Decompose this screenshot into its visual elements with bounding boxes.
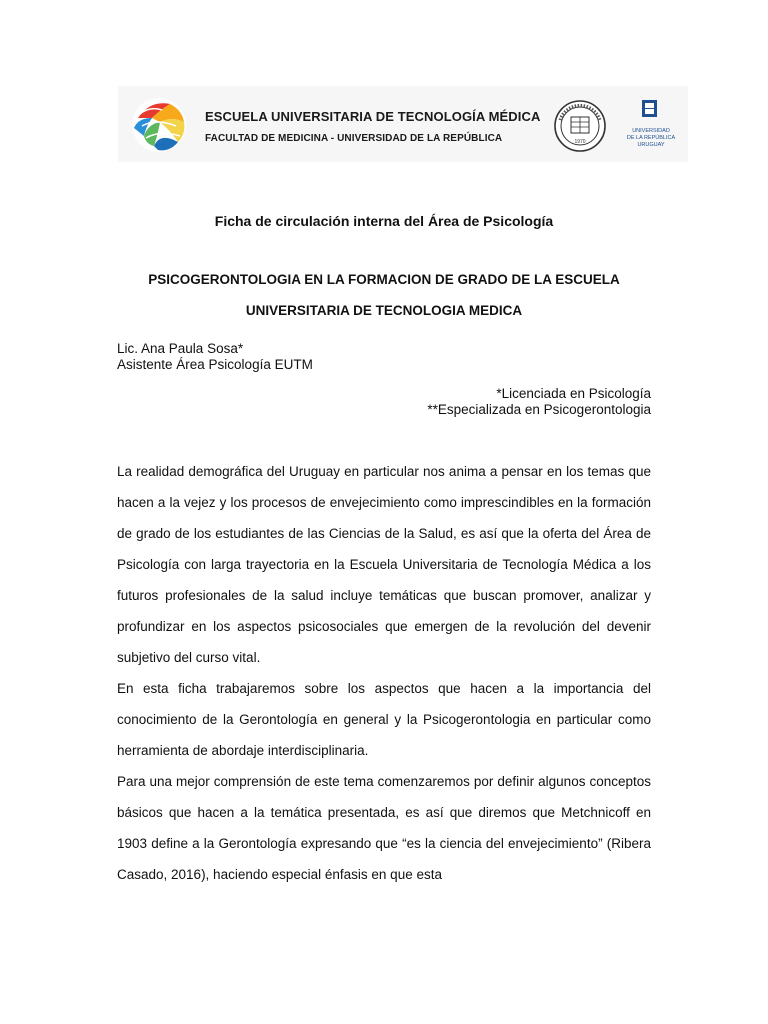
eutm-logo bbox=[130, 96, 188, 154]
paragraph: En esta ficha trabajaremos sobre los aspectos que hacen a la importancia del conocimiento de la Gerontología en general y la Psicogerontologia en particular como herramienta de abordaje interdisciplinaria. bbox=[117, 681, 651, 758]
author-name: Lic. Ana Paula Sosa* bbox=[117, 341, 244, 356]
school-seal-icon bbox=[554, 99, 606, 153]
faculty-name: FACULTAD DE MEDICINA - UNIVERSIDAD DE LA REPÚBLICA bbox=[205, 133, 503, 144]
body-text bbox=[117, 456, 651, 890]
author-notes bbox=[427, 386, 651, 418]
document-title bbox=[0, 264, 768, 326]
institution-name: ESCUELA UNIVERSITARIA DE TECNOLOGÍA MÉDICA bbox=[205, 109, 541, 124]
document-title-line-1: PSICOGERONTOLOGIA EN LA FORMACION DE GRADO DE LA ESCUELA bbox=[148, 272, 620, 287]
ficha-title: Ficha de circulación interna del Área de Psicología bbox=[214, 213, 554, 229]
paragraph: La realidad demográfica del Uruguay en particular nos anima a pensar en los temas que hacen a la vejez y los procesos de envejecimiento como imprescindibles en la formación de grado de los estudiantes de las Ciencias de la Salud, es así que la oferta del Área de Psicología con larga trayectoria en la Escuela Universitaria de Tecnología Médica a los futuros profesionales de la salud incluye temáticas que buscan promover, analizar y profundizar en los aspectos psicosociales que emergen de la revolución del devenir subjetivo del curso vital. bbox=[117, 464, 651, 665]
author-note-2: **Especializada en Psicogerontologia bbox=[427, 402, 651, 417]
author-block bbox=[117, 341, 313, 373]
document-title-line-2: UNIVERSITARIA DE TECNOLOGIA MEDICA bbox=[245, 303, 523, 318]
paragraph: Para una mejor comprensión de este tema comenzaremos por definir algunos conceptos básicos que hacen a la temática presentada, es así que diremos que Metchnicoff en 1903 define a la Gerontología expresando que “es la ciencia del envejecimiento” (Ribera Casado, 2016), haciendo especial énfasis en que esta bbox=[117, 774, 651, 882]
svg-text:1970: 1970 bbox=[574, 139, 586, 145]
udelar-logo-text: UNIVERSIDAD DE LA REPÚBLICA URUGUAY bbox=[626, 128, 676, 148]
author-note-1: *Licenciada en Psicología bbox=[496, 386, 651, 401]
author-role: Asistente Área Psicología EUTM bbox=[117, 357, 313, 372]
